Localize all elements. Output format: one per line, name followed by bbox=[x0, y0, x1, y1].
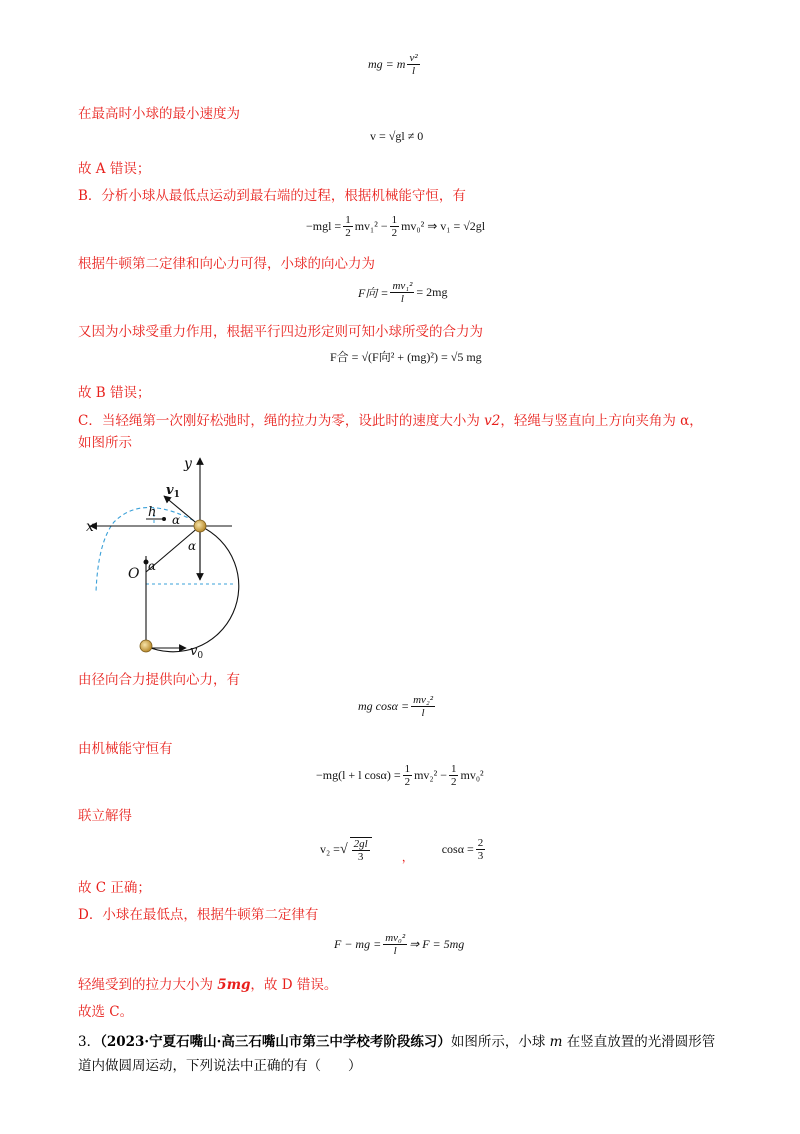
fraction bbox=[383, 932, 407, 957]
label-alpha-mid: α bbox=[188, 539, 197, 553]
label-h: h bbox=[148, 505, 157, 520]
denominator: l bbox=[421, 707, 425, 719]
label-x: x bbox=[86, 519, 94, 535]
text-radial-force: 由径向合力提供向心力，有 bbox=[78, 672, 240, 688]
var-m: m bbox=[549, 1034, 563, 1050]
denominator: l bbox=[412, 65, 416, 77]
eq-text: −mgl = bbox=[306, 219, 342, 233]
question-3 bbox=[78, 1030, 728, 1078]
fraction bbox=[390, 214, 400, 239]
eq-text: v = √gl ≠ 0 bbox=[370, 129, 424, 143]
equation-resultant-force bbox=[330, 348, 482, 365]
text-resultant-force: 又因为小球受重力作用，根据平行四边形定则可知小球所受的合力为 bbox=[78, 324, 483, 340]
denominator: l bbox=[393, 945, 397, 957]
label-y: y bbox=[184, 456, 192, 472]
equation-mg-eq-mv2-over-l bbox=[368, 52, 422, 77]
denominator: 3 bbox=[477, 850, 484, 862]
numerator: 1 bbox=[391, 214, 398, 226]
eq-text: mv₀² ⇒ v₁ = √2gl bbox=[401, 219, 486, 233]
text-a-wrong: 故 A 错误； bbox=[78, 161, 151, 177]
eq-text: ⇒ F = 5mg bbox=[409, 937, 465, 951]
text-part: ，轻绳与竖直向上方向夹角为 α， bbox=[500, 413, 703, 429]
question-source: （2023·宁夏石嘴山·高三石嘴山市第三中学校考阶段练习） bbox=[100, 1034, 451, 1050]
text-as-shown: 如图所示 bbox=[78, 435, 132, 451]
eq-text: mv₀² bbox=[460, 768, 484, 782]
denominator: l bbox=[400, 293, 404, 305]
denominator: 2 bbox=[404, 776, 411, 788]
denominator: 2 bbox=[391, 227, 398, 239]
eq-separator: ， bbox=[401, 850, 414, 864]
eq-text: −mg(l + l cosα) = bbox=[316, 768, 401, 782]
equation-energy-conservation-c bbox=[316, 763, 484, 788]
text-c-correct: 故 C 正确； bbox=[78, 880, 151, 896]
text-part: ，故 D 错误。 bbox=[250, 977, 338, 993]
numerator: mv₁² bbox=[392, 280, 413, 292]
denominator: 2 bbox=[450, 776, 457, 788]
eq-text: F − mg = bbox=[334, 937, 382, 951]
numerator: 2gl bbox=[353, 837, 368, 850]
text-d-analysis: D．小球在最低点，根据牛顿第二定律有 bbox=[78, 907, 319, 923]
text-tension-result bbox=[78, 976, 337, 994]
text-newton-centripetal: 根据牛顿第二定律和向心力可得，小球的向心力为 bbox=[78, 256, 375, 272]
eq-text: F向 = bbox=[358, 286, 389, 300]
eq-text: cosα = bbox=[441, 842, 474, 856]
eq-text: F合 = √(F向² + (mg)²) = √5 mg bbox=[330, 350, 482, 364]
text-b-analysis: B．分析小球从最低点运动到最右端的过程，根据机械能守恒，有 bbox=[78, 188, 466, 204]
equation-tension bbox=[334, 932, 464, 957]
numerator: 1 bbox=[450, 763, 457, 775]
ball-top bbox=[194, 520, 206, 532]
equation-radial bbox=[358, 694, 437, 719]
fraction bbox=[411, 694, 435, 719]
eq-text: mv₁² − bbox=[354, 219, 388, 233]
numerator: mv₀² bbox=[385, 932, 406, 944]
fraction bbox=[403, 763, 413, 788]
equation-v-min bbox=[370, 129, 423, 144]
ball-bottom bbox=[140, 640, 152, 652]
eq-text: mv₂² − bbox=[414, 768, 447, 782]
eq-text: mg = m bbox=[368, 57, 406, 71]
fraction bbox=[476, 837, 486, 862]
v1-arrow bbox=[164, 496, 200, 526]
numerator: 1 bbox=[345, 214, 351, 226]
text-min-speed-at-top: 在最高时小球的最小速度为 bbox=[78, 106, 240, 122]
text-energy-conservation: 由机械能守恒有 bbox=[78, 741, 173, 757]
value-5mg: 5mg bbox=[217, 977, 251, 993]
text-part: C．当轻绳第一次刚好松弛时，绳的拉力为零，设此时的速度大小为 bbox=[78, 413, 485, 429]
text-c-analysis bbox=[78, 412, 703, 430]
numerator: 2 bbox=[477, 837, 484, 849]
label-v1: $v_1$ bbox=[166, 483, 180, 500]
text-b-wrong: 故 B 错误； bbox=[78, 385, 151, 401]
text-solve-together: 联立解得 bbox=[78, 808, 132, 824]
numerator: v² bbox=[409, 52, 418, 64]
label-v0: $v_0$ bbox=[190, 644, 204, 661]
h-dot bbox=[162, 517, 166, 521]
eq-text: v₂ = bbox=[320, 842, 340, 856]
text-answer-c: 故选 C。 bbox=[78, 1004, 134, 1020]
denominator: 2 bbox=[345, 227, 351, 239]
question-text: 在竖直放置的光滑圆形管道内做圆周运动，下列说法中正确的有（ ） bbox=[78, 1034, 716, 1074]
fraction bbox=[343, 214, 353, 239]
eq-text: = 2mg bbox=[416, 285, 448, 299]
var-v2: v2 bbox=[484, 413, 501, 429]
fraction bbox=[407, 52, 419, 77]
circular-motion-diagram bbox=[84, 452, 244, 668]
numerator: 1 bbox=[404, 763, 411, 775]
equation-solutions bbox=[320, 834, 487, 865]
sqrt bbox=[340, 837, 374, 863]
label-o: O bbox=[128, 566, 140, 582]
denominator: 3 bbox=[357, 850, 364, 863]
label-alpha-top: α bbox=[172, 513, 181, 527]
fraction bbox=[449, 763, 459, 788]
equation-centripetal-force bbox=[358, 280, 448, 305]
numerator: mv₂² bbox=[413, 694, 434, 706]
text-part: 轻绳受到的拉力大小为 bbox=[78, 977, 218, 993]
fraction bbox=[390, 280, 414, 305]
fraction bbox=[350, 837, 372, 863]
sqrt-icon: √ bbox=[339, 841, 348, 857]
trajectory-dashed-curve bbox=[96, 507, 200, 592]
question-text: 如图所示，小球 bbox=[450, 1034, 550, 1050]
eq-text: mg cosα = bbox=[358, 699, 410, 713]
equation-energy-conservation-b bbox=[306, 214, 485, 239]
question-number: 3． bbox=[78, 1034, 101, 1050]
label-alpha-o: α bbox=[148, 559, 157, 573]
